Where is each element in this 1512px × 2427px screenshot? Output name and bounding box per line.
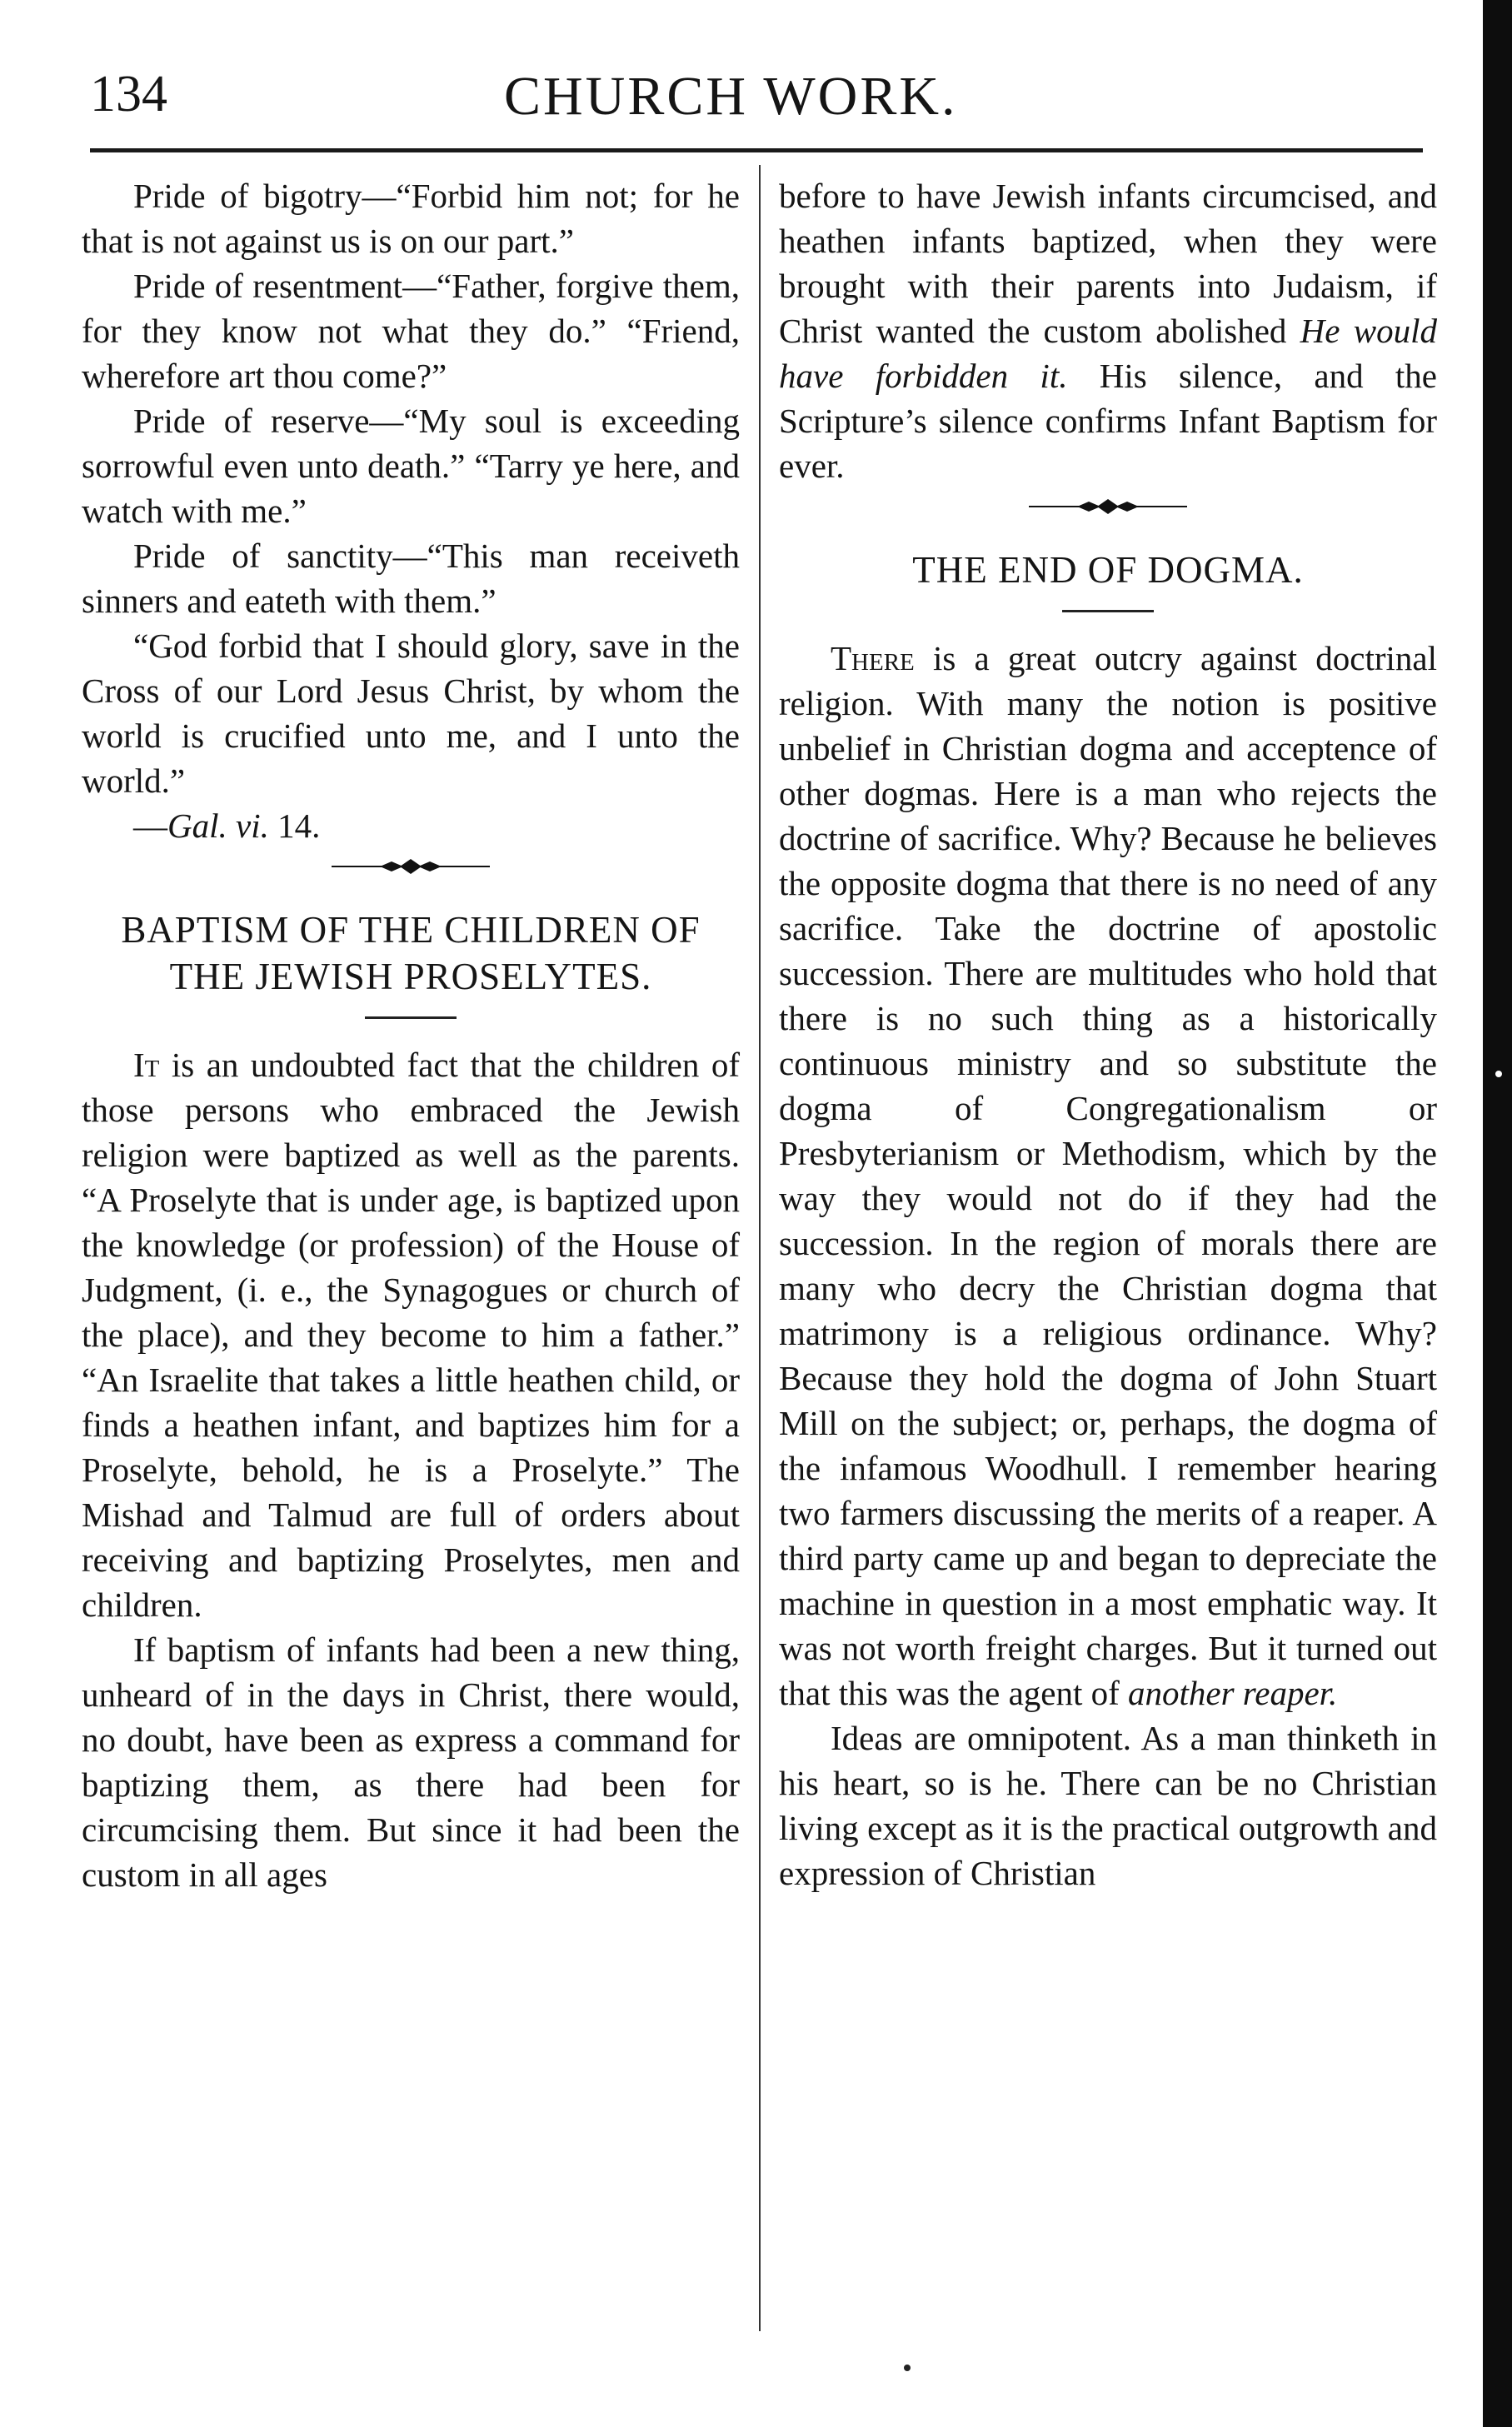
paragraph: Pride of reserve—“My soul is exceeding sorrowful even unto death.” “Tarry ye here, and watch with me.” [82,402,740,530]
italic-phrase: another reaper. [1128,1674,1338,1712]
reference-dash: — [133,807,167,845]
heading-rule [365,1016,457,1019]
paragraph-text: is a great outcry against doctrinal religion. With many the notion is positive unbelief in Christian dogma and acceptence of other dogmas. Here is a man who rejects the doctrine of sacrifice. Why? Because he believes the opposite dogma that there is no need of any sacrifice. Take the doctrine of apostolic succession. There are multitudes who hold that there is no such thing as a historically continuous ministry and so substitute the dogma of Congregationalism or Presbyterianism or Methodism, which by the way they would not do if they had the succession. In the region of morals there are many who decry the Christian dogma that matrimony is a religious ordinance. Why? Because they hold the dogma of John Stuart Mill on the subject; or, perhaps, the dogma of the infamous Woodhull. I remember hearing two farmers discussing the merits of a reaper. A third party came up and began to depreciate the machine in question in a most emphatic way. It was not worth freight charges. But it turned out that this was the agent of [779,639,1437,1712]
paragraph [779,636,1437,1715]
paragraph [82,1042,740,1627]
scan-edge-bar [1483,0,1512,2427]
paragraph: If baptism of infants had been a new thing, unheard of in the days in Christ, there would, no doubt, have been as express a command for baptizing them, as there had been for circumcising them. But since it had been the custom in all ages [82,1630,740,1894]
column-divider [759,165,761,2331]
scan-speck [1495,1071,1502,1077]
ornament-icon [332,856,490,876]
scan-speck [904,2365,911,2371]
paragraph: Pride of sanctity—“This man receiveth sinners and eateth with them.” [82,537,740,620]
ornament-icon [1029,497,1187,517]
italic-phrase: He would have forbidden it. [779,312,1437,395]
drop-initial: There [831,639,915,677]
drop-initial: It [133,1046,160,1084]
ornament-divider [82,856,740,881]
article-heading: THE END OF DOGMA. [912,549,1304,591]
running-title: CHURCH WORK. [504,66,958,127]
paragraph: Pride of resentment—“Father, forgive them, for they know not what they do.” “Friend, wherefore art thou come?” [82,267,740,395]
ornament-divider [779,497,1437,522]
paragraph: Ideas are omnipotent. As a man thinketh in his heart, so is he. There can be no Christian living except as it is the practical outgrowth and expression of Christian [779,1719,1437,1892]
scripture-reference [82,803,740,848]
article-heading: BAPTISM OF THE CHILDREN OF THE JEWISH PROSELYTES. [121,909,701,997]
paragraph-text: His silence, and the Scripture’s silence confirms Infant Baptism for ever. [779,357,1437,485]
left-column [82,173,740,1897]
page-number: 134 [90,66,167,122]
right-column [779,173,1437,1895]
heading-rule [1062,610,1154,612]
paragraph-text: before to have Jewish infants circumcised, and heathen infants baptized, when they were brought with their parents into Judaism, if Christ wanted the custom abolished [779,177,1437,350]
header-rule [90,148,1423,152]
paragraph-text: is an undoubted fact that the children of those persons who embraced the Jewish religion were baptized as well as the parents. “A Proselyte that is under age, is baptized upon the knowledge (or profession) of the House of Judgment, (i. e., the Synagogues or church of the place), and they become to him a father.” “An Israelite that takes a little heathen child, or finds a heathen infant, and baptizes him for a Proselyte, behold, he is a Proselyte.” The Mishad and Talmud are full of orders about receiving and baptizing Proselytes, men and children. [82,1046,740,1624]
paragraph [779,173,1437,488]
paragraph: Pride of bigotry—“Forbid him not; for he that is not against us is on our part.” [82,177,740,260]
paragraph: “God forbid that I should glory, save in the Cross of our Lord Jesus Christ, by whom the world is crucified unto me, and I unto the world.” [82,627,740,800]
reference-book: Gal. vi. [167,807,269,845]
reference-verse: 14. [277,807,321,845]
